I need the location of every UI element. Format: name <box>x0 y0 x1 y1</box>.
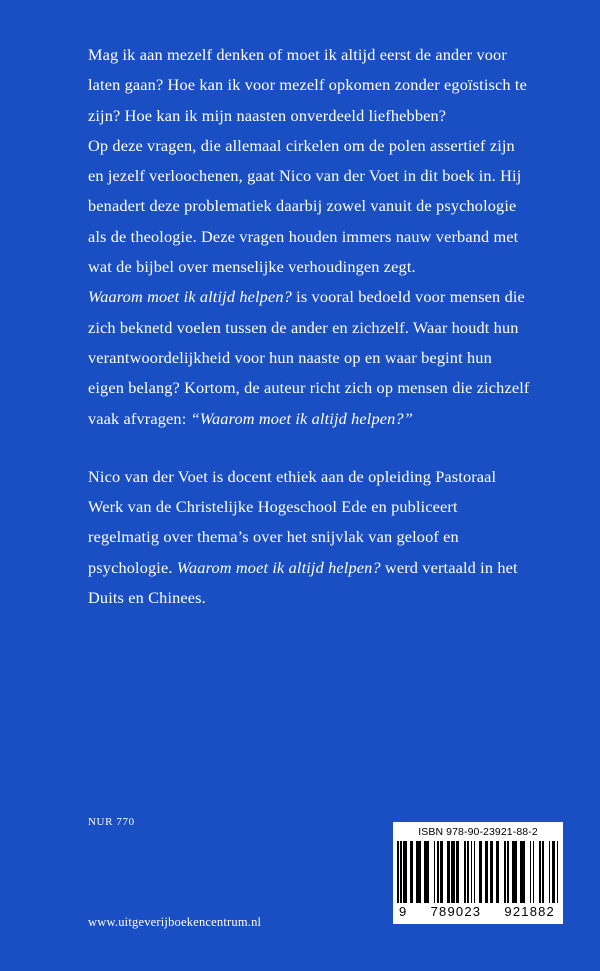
blurb-paragraph-3 <box>88 282 530 433</box>
cover-text-block <box>88 40 530 613</box>
publisher-website: www.uitgeverijboekencentrum.nl <box>88 915 262 929</box>
blurb-paragraph-3-rest: is vooral bedoeld voor mensen die zich beknetd voelen tussen de ander en zichzelf. Waar houdt hun verantwoordelijkheid voor hun naaste op en waar begint hun eigen belang? Kortom, de auteur richt zich op mensen die zichzelf vaak afvragen: <box>88 287 530 428</box>
barcode-digits <box>397 903 559 919</box>
blurb-paragraph-2: Op deze vragen, die allemaal cirkelen om de polen assertief zijn en jezelf verloochenen, gaat Nico van der Voet in dit boek in. Hij benadert deze problematiek daarbij zowel vanuit de psychologie als de theologie. Deze vragen houden immers nauw verband met wat de bijbel over menselijke verhoudingen zegt. <box>88 135 522 277</box>
author-bio-part-2: werd vertaald in het Duits en Chinees. <box>88 557 518 608</box>
barcode-digit-mid: 789023 <box>430 904 482 919</box>
barcode-image <box>397 841 559 903</box>
author-bio-part-1: Nico van der Voet is docent ethiek aan de opleiding Pastoraal Werk van de Christelijke Hogeschool Ede en publiceert regelmatig over thema’s over het snijvlak van geloof en psychologie. <box>88 466 497 577</box>
barcode-digit-right: 921882 <box>504 904 555 919</box>
book-title-inline-1: Waarom moet ik altijd helpen? <box>88 287 292 307</box>
blurb-text <box>88 40 530 434</box>
barcode-digit-left: 9 <box>399 904 408 919</box>
isbn-label: ISBN 978-90-23921-88-2 <box>418 826 538 838</box>
book-title-inline-2: Waarom moet ik altijd helpen? <box>176 557 381 577</box>
blurb-quote: “Waarom moet ik altijd helpen?” <box>190 408 413 428</box>
blurb-paragraph-1: Mag ik aan mezelf denken of moet ik altijd eerst de ander voor laten gaan? Hoe kan ik voor mezelf opkomen zonder egoïstisch te zijn? Hoe kan ik mijn naasten onverdeeld liefhebben? <box>88 45 527 125</box>
isbn-barcode-block <box>393 822 563 924</box>
author-bio <box>88 462 530 613</box>
nur-code: NUR 770 <box>88 816 135 828</box>
